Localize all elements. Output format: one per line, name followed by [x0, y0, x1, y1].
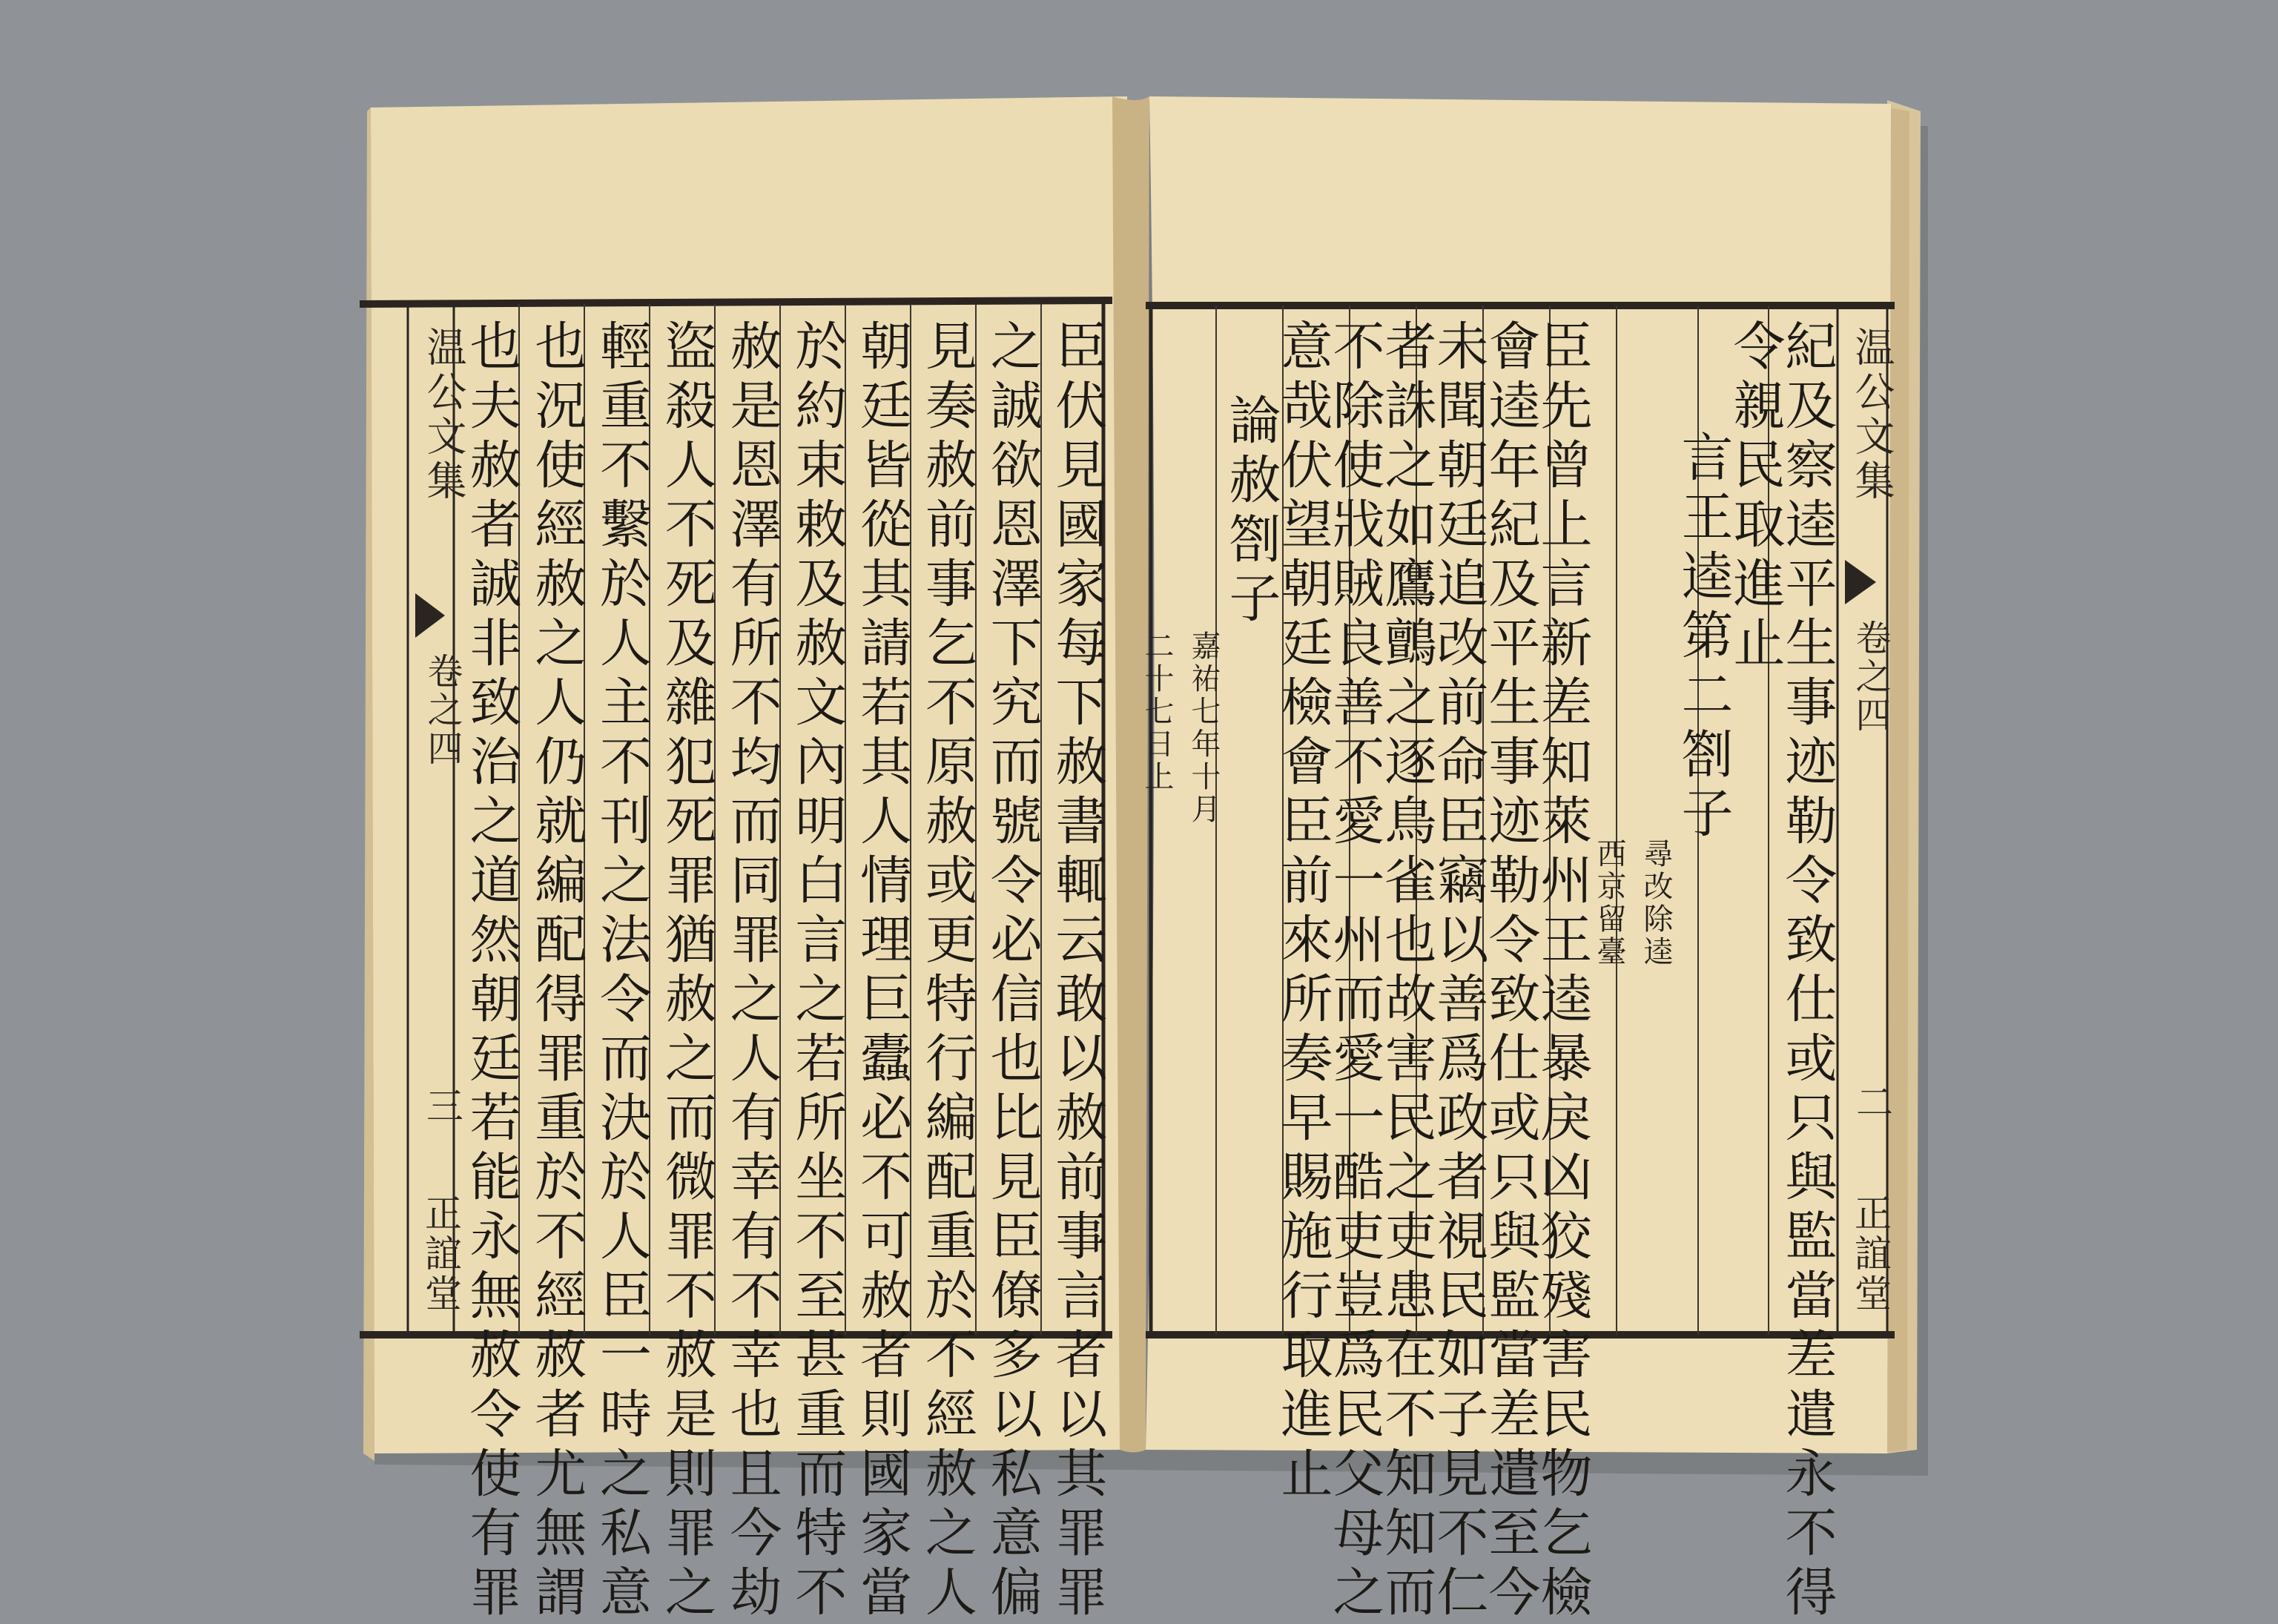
essay-title-note — [1136, 319, 1225, 1327]
right-margin-leaf: 二 — [1850, 1083, 1893, 1120]
right-col-1: 紀及察逵平生事迹勒令致仕或只與監當差遣永不得 — [1777, 319, 1838, 1624]
right-col-9: 意哉伏望朝廷檢會臣前來所奏早賜施行取進止 — [1272, 319, 1333, 1505]
essay-title: 論赦劄子 — [1221, 393, 1281, 630]
left-col-9: 也況使經赦之人仍就編配得罪重於不經赦者尤無謂 — [526, 319, 587, 1624]
left-page-text — [461, 319, 1108, 1624]
left-col-5: 於約束敕及赦文內明白言之若所坐不至甚重而特不 — [786, 319, 848, 1624]
right-page-text — [1140, 319, 1838, 1624]
left-col-6: 赦是恩澤有所不均而同罪之人有幸有不幸也且今劫 — [722, 319, 783, 1624]
left-col-2: 之誠欲恩澤下究而號令必信也比見臣僚多以私意偏 — [982, 319, 1043, 1624]
essay-title-note-2: 二十七日上 — [1140, 630, 1174, 793]
left-margin-volume: 卷之四 — [421, 653, 463, 768]
left-col-4: 朝廷皆從其請若其人情理巨蠹必不可赦者則國家當 — [851, 319, 913, 1624]
right-margin-title: 温公文集 — [1849, 326, 1895, 504]
left-top-border — [360, 300, 1112, 304]
memorial-title: 言王逵第二劄子 — [1673, 430, 1734, 845]
right-col-7: 者誅之如鷹鸇之逐鳥雀也故害民之吏患在不知知而 — [1376, 319, 1437, 1624]
left-margin-leaf: 三 — [420, 1086, 463, 1123]
right-col-6: 未聞朝廷追改前命臣竊以善爲政者視民如子見不仁 — [1428, 319, 1489, 1624]
left-margin-title: 温公文集 — [420, 326, 467, 504]
essay-title-note-1: 嘉祐七年十月 — [1186, 630, 1221, 826]
left-col-3: 見奏赦前事乞不原赦或更特行編配重於不經赦之人 — [917, 319, 978, 1624]
memorial-title-note-1: 尋改除逵 — [1639, 838, 1673, 968]
right-col-3-group — [1588, 319, 1734, 1327]
left-col-1: 臣伏見國家每下赦書輒云敢以赦前事言者以其罪罪 — [1046, 319, 1108, 1624]
right-col-8: 不除使戕賊良善不愛一州而愛一酷吏豈爲民父母之 — [1324, 319, 1385, 1624]
right-margin-volume: 卷之四 — [1849, 619, 1891, 735]
left-col-7: 盜殺人不死及雜犯死罪猶赦之而微罪不赦是則罪之 — [656, 319, 718, 1624]
left-margin-hall: 正誼堂 — [419, 1194, 462, 1314]
left-col-8: 輕重不繫於人主不刊之法令而決於人臣一時之私意 — [591, 319, 653, 1624]
right-margin-hall: 正誼堂 — [1849, 1194, 1892, 1314]
right-col-2: 令親民取進止 — [1725, 319, 1786, 675]
right-col-4: 臣先曾上言新差知萊州王逵暴戾凶狡殘害民物乞檢 — [1532, 319, 1593, 1624]
memorial-title-note — [1588, 319, 1677, 1327]
memorial-title-note-2: 西京留臺 — [1592, 838, 1626, 968]
right-col-5: 會逵年紀及平生事迹勒令致仕或只與監當差遣至今 — [1480, 319, 1541, 1624]
right-col-10-group — [1136, 319, 1281, 1327]
left-col-10: 也夫赦者誠非致治之道然朝廷若能永無赦令使有罪 — [461, 319, 522, 1624]
